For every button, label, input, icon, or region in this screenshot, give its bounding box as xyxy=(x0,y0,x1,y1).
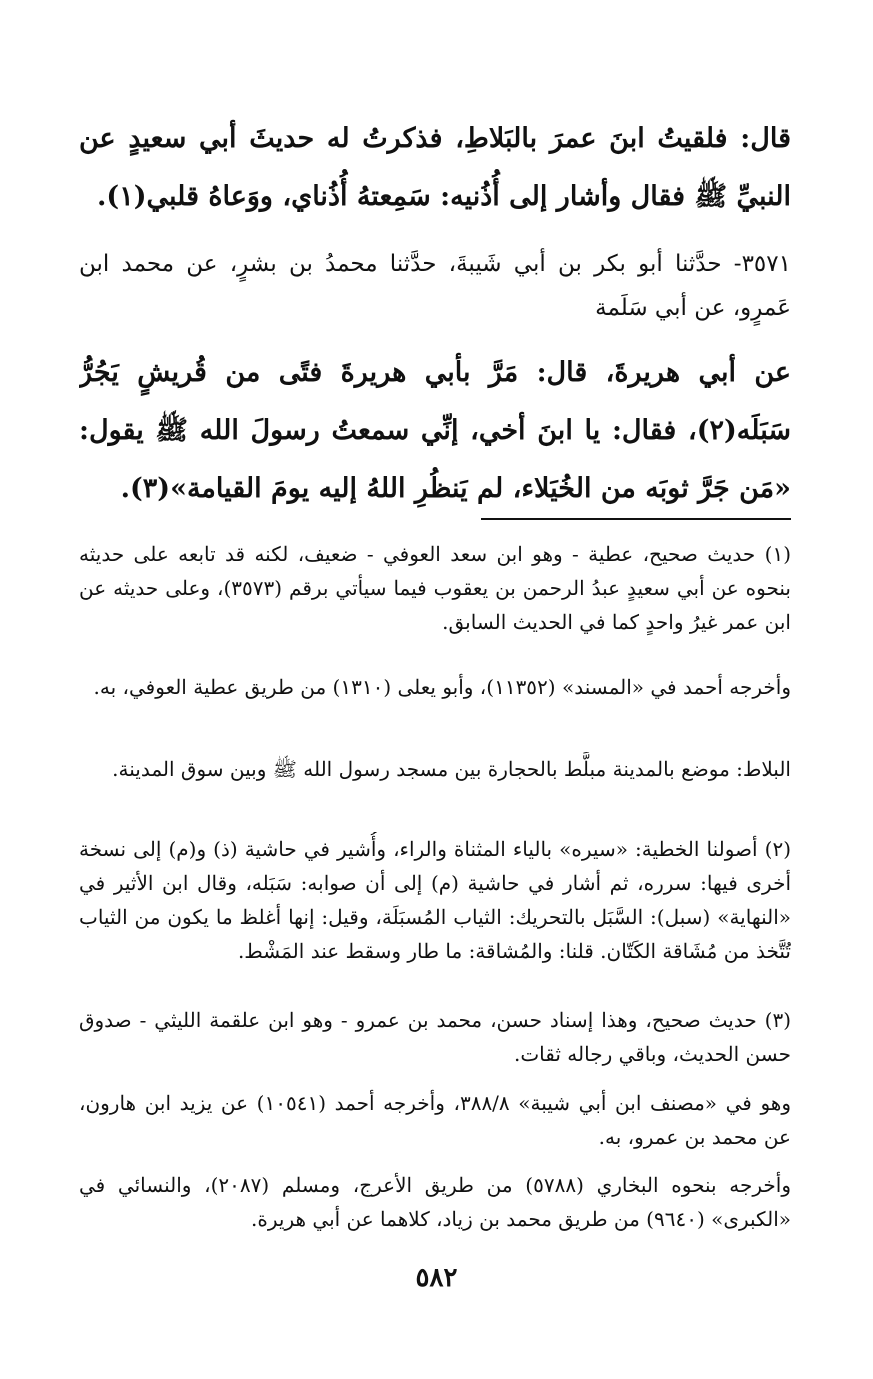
main-text-paragraph-2: عن أبي هريرةَ، قال: مَرَّ بأبي هريرةَ فتًى من قُريشٍ يَجُرُّ سَبَلَه(٢)، فقال: يا ابنَ أخي، إنِّي سمعتُ رسولَ الله ﷺ يقول: «مَن جَرَّ ثوبَه من الخُيَلاء، لم يَنظُرِ اللهُ إليه يومَ القيامة»(٣). xyxy=(79,357,791,504)
footnote-3-takhrij: وأخرجه بنحوه البخاري (٥٧٨٨) من طريق الأعرج، ومسلم (٢٠٨٧)، والنسائي في «الكبرى» (٩٦٤٠) من طريق محمد بن زياد، كلاهما عن أبي هريرة. xyxy=(79,1173,791,1231)
page-number: ٥٨٢ xyxy=(415,1263,458,1293)
main-text-paragraph-1: قال: فلقيتُ ابنَ عمرَ بالبَلاطِ، فذكرتُ له حديثَ أبي سعيدٍ عن النبيِّ ﷺ فقال وأشار إلى أُذُنيه: سَمِعتهُ أُذُناي، ووَعاهُ قلبي(١). xyxy=(79,123,791,212)
hadith-isnad: ٣٥٧١- حدَّثنا أبو بكر بن أبي شَيبةَ، حدَّثنا محمدُ بن بشرٍ، عن محمد ابن عَمرٍو، عن أبي سَلَمة xyxy=(79,251,791,321)
footnote-1-gloss: البلاط: موضع بالمدينة مبلَّط بالحجارة بين مسجد رسول الله ﷺ وبين سوق المدينة. xyxy=(112,757,791,781)
footnote-3-text: (٣) حديث صحيح، وهذا إسناد حسن، محمد بن عمرو - وهو ابن علقمة الليثي - صدوق حسن الحديث، وباقي رجاله ثقات. xyxy=(79,1008,791,1066)
footnote-2-text: (٢) أصولنا الخطية: «سيره» بالياء المثناة والراء، وأُشير في حاشية (ذ) و(م) إلى نسخة أخرى فيها: سرره، ثم أشار في حاشية (م) إلى أن صوابه: سَبَله، وقال ابن الأثير في «النهاية» (سبل): السَّبَل بالتحريك: الثياب المُسبَلَة، وقيل: إنها أغلظ ما يكون من الثياب تُتَّخذ من مُشَاقة الكَتّان. قلنا: والمُشاقة: ما طار وسقط عند المَشْط. xyxy=(79,837,791,963)
footnote-3-source: وهو في «مصنف ابن أبي شيبة» ٣٨٨/٨، وأخرجه أحمد (١٠٥٤١) عن يزيد ابن هارون، عن محمد بن عمرو، به. xyxy=(79,1091,791,1149)
footnote-separator xyxy=(481,518,791,520)
footnote-1-takhrij: وأخرجه أحمد في «المسند» (١١٣٥٢)، وأبو يعلى (١٣١٠) من طريق عطية العوفي، به. xyxy=(93,675,791,699)
footnote-1-text: (١) حديث صحيح، عطية - وهو ابن سعد العوفي - ضعيف، لكنه قد تابعه على حديثه بنحوه عن أبي سعيدٍ عبدُ الرحمن بن يعقوب فيما سيأتي برقم (٣٥٧٣)، وعلى حديثه عن ابن عمر غيرُ واحدٍ كما في الحديث السابق. xyxy=(79,542,791,634)
